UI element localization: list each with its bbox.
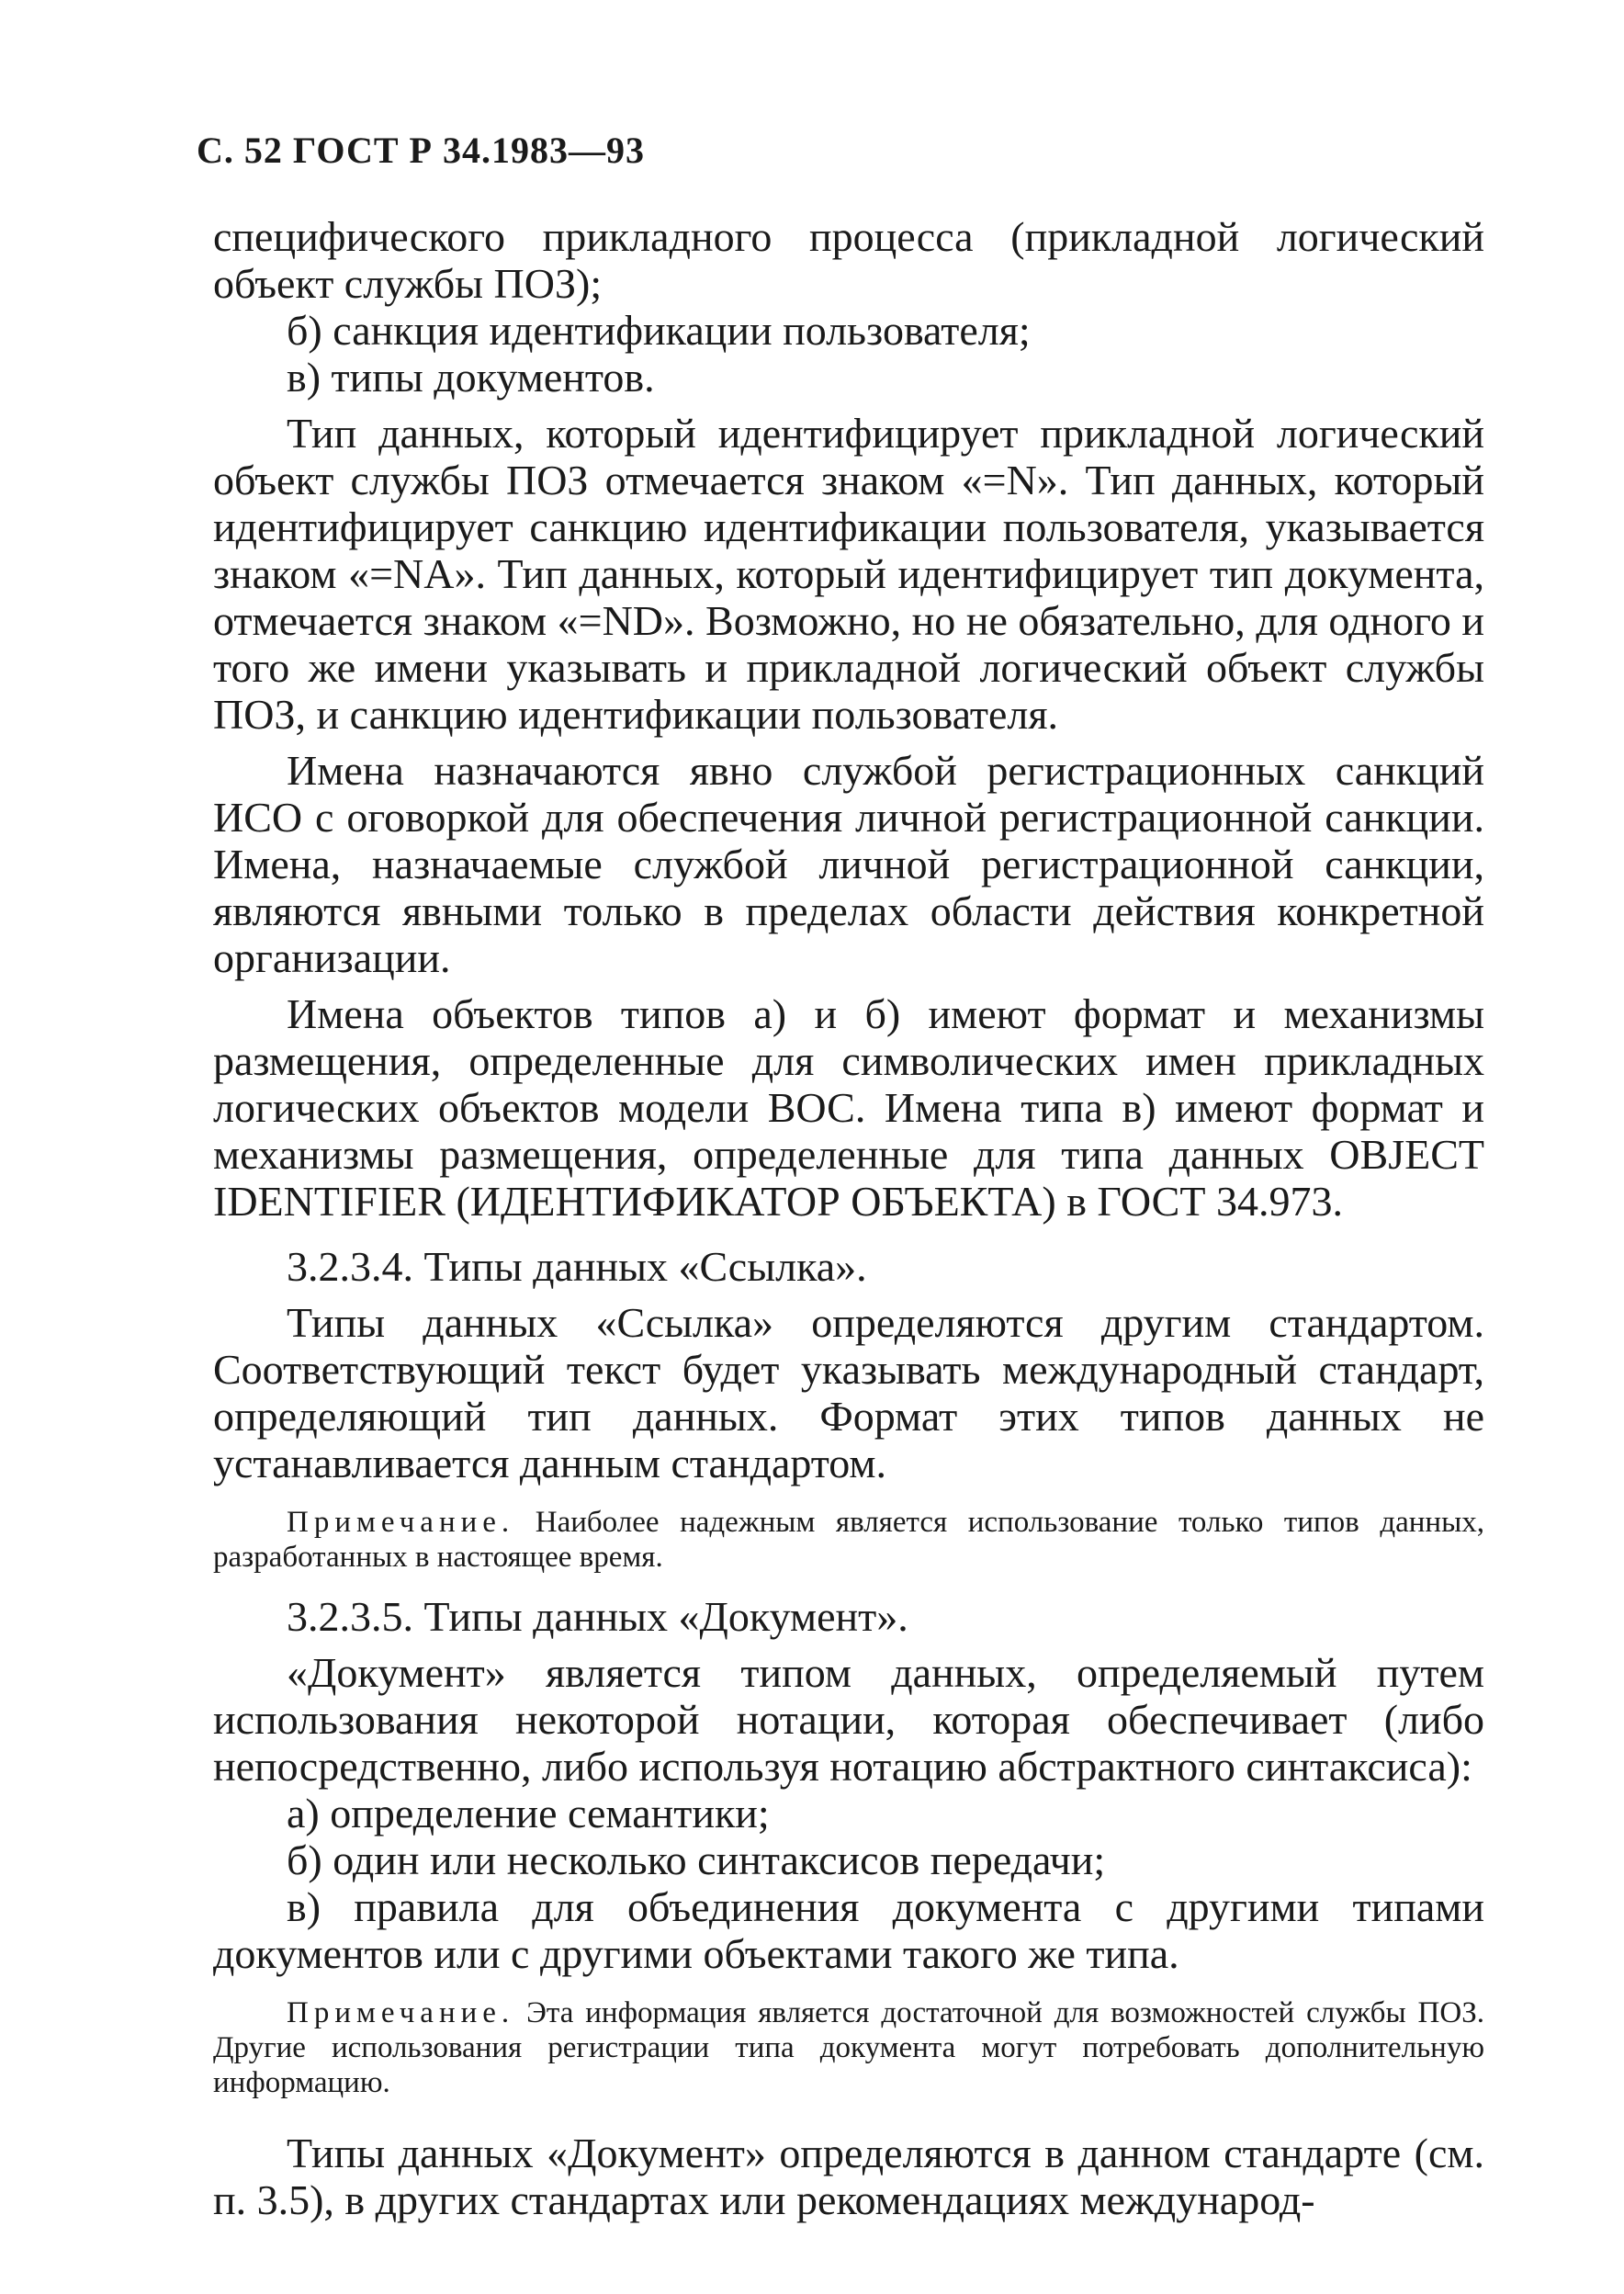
list-item-b: б) санкция идентификации пользователя; bbox=[287, 307, 1031, 354]
body-text bbox=[213, 213, 1484, 2223]
paragraph-name-assignment: Имена назначаются явно службой регистрационных санкций ИСО с оговоркой для обеспечения личной регистрационной санкции. Имена, назначаемые службой личной регистрационной санкции, являются явными только в пределах области действия конкретной организации. bbox=[213, 747, 1484, 981]
note-2-text: Эта информация является достаточной для возможностей службы ПОЗ. Другие использования регистрации типа документа могут потребовать дополнительную информацию. bbox=[213, 1996, 1484, 2099]
page-header: С. 52 ГОСТ Р 34.1983—93 bbox=[197, 130, 645, 171]
paragraph-continuation: специфического прикладного процесса (прикладной логический объект службы ПОЗ); bbox=[213, 213, 1484, 307]
note-1-text: Наиболее надежным является использование только типов данных, разработанных в настоящее время. bbox=[213, 1506, 1485, 1574]
list-item-v: в) типы документов. bbox=[287, 354, 655, 401]
paragraph-reference-types: Типы данных «Ссылка» определяются другим стандартом. Соответствующий текст будет указывать международный стандарт, определяющий тип данных. Формат этих типов данных не устанавливается данным стандартом. bbox=[213, 1299, 1484, 1486]
list-item-b-syntaxes: б) один или несколько синтаксисов передачи; bbox=[287, 1836, 1106, 1883]
paragraph-document-types-defined: Типы данных «Документ» определяются в данном стандарте (см. п. 3.5), в других стандартах или рекомендациях международ- bbox=[213, 2130, 1484, 2223]
section-heading-document-types: 3.2.3.5. Типы данных «Документ». bbox=[287, 1593, 908, 1640]
note-1-label: Примечание. bbox=[287, 1506, 515, 1539]
paragraph-document-definition: «Документ» является типом данных, определяемый путем использования некоторой нотации, которая обеспечивает (либо непосредственно, либо используя нотацию абстрактного синтаксиса): bbox=[213, 1649, 1484, 1790]
note-1 bbox=[213, 1505, 1484, 1575]
paragraph-data-type-marks: Тип данных, который идентифицирует прикладной логический объект службы ПОЗ отмечается знаком «=N». Тип данных, который идентифицирует санкцию идентификации пользователя, указывается знаком «=NA». Тип данных, который идентифицирует тип документа, отмечается знаком «=ND». Возможно, но не обязательно, для одного и того же имени указывать и прикладной логический объект службы ПОЗ, и санкцию идентификации пользователя. bbox=[213, 410, 1484, 738]
list-item-v-rules: в) правила для объединения документа с другими типами документов или с другими объектами такого же типа. bbox=[213, 1883, 1484, 1977]
note-2-label: Примечание. bbox=[287, 1996, 515, 2029]
section-heading-reference-types: 3.2.3.4. Типы данных «Ссылка». bbox=[287, 1243, 867, 1290]
paragraph-name-formats: Имена объектов типов а) и б) имеют формат и механизмы размещения, определенные для символических имен прикладных логических объектов модели ВОС. Имена типа в) имеют формат и механизмы размещения, определенные для типа данных OBJECT IDENTIFIER (ИДЕНТИФИКАТОР ОБЪЕКТА) в ГОСТ 34.973. bbox=[213, 990, 1484, 1225]
list-item-a-semantics: а) определение семантики; bbox=[287, 1790, 770, 1836]
note-2 bbox=[213, 1995, 1484, 2100]
